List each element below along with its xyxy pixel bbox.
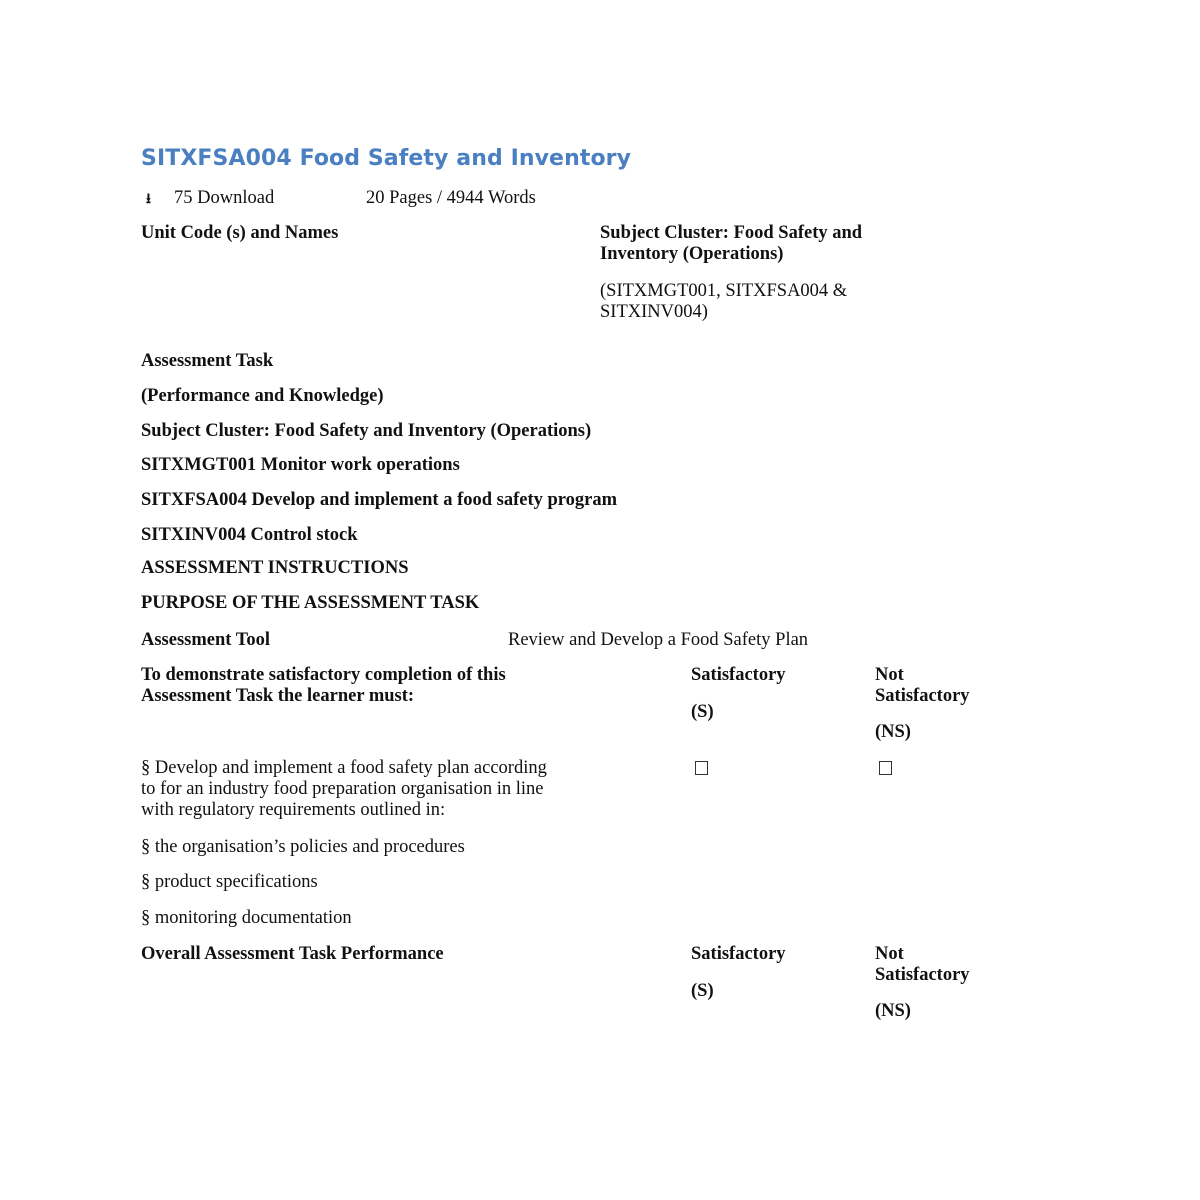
heading-performance-knowledge: (Performance and Knowledge) — [141, 386, 384, 406]
criterion-line1: § Develop and implement a food safety plan according — [141, 758, 547, 778]
heading-sitxinv004: SITXINV004 Control stock — [141, 525, 358, 545]
heading-subject-cluster: Subject Cluster: Food Safety and Inventory (Operations) — [141, 421, 592, 441]
criteria-header-line2: Assessment Task the learner must: — [141, 686, 415, 706]
download-icon: ⭳ — [146, 191, 151, 207]
unit-code-label: Unit Code (s) and Names — [141, 223, 339, 243]
assessment-tool-value: Review and Develop a Food Safety Plan — [508, 630, 809, 650]
codes-line1: (SITXMGT001, SITXFSA004 & — [600, 281, 848, 301]
download-count — [146, 188, 151, 212]
heading-sitxfsa004: SITXFSA004 Develop and implement a food safety program — [141, 490, 618, 510]
criteria-header-line1: To demonstrate satisfactory completion of this — [141, 665, 506, 685]
sub-item-product-specs: § product specifications — [141, 872, 318, 892]
criterion-line2: to for an industry food preparation organisation in line — [141, 779, 544, 799]
overall-not-line1: Not — [875, 944, 904, 964]
ns-abbr: (NS) — [875, 722, 911, 742]
sub-item-policies: § the organisation’s policies and procedures — [141, 837, 465, 857]
s-abbr: (S) — [691, 702, 714, 722]
overall-ns-abbr: (NS) — [875, 1001, 911, 1021]
not-satisfactory-line1: Not — [875, 665, 904, 685]
cluster-line1: Subject Cluster: Food Safety and — [600, 223, 863, 243]
heading-assessment-instructions: ASSESSMENT INSTRUCTIONS — [141, 558, 409, 578]
not-satisfactory-checkbox[interactable] — [879, 761, 892, 780]
overall-satisfactory: Satisfactory — [691, 944, 786, 964]
overall-label: Overall Assessment Task Performance — [141, 944, 444, 964]
not-satisfactory-line2: Satisfactory — [875, 686, 970, 706]
pages-words: 20 Pages / 4944 Words — [366, 188, 536, 208]
assessment-tool-label: Assessment Tool — [141, 630, 271, 650]
satisfactory-header: Satisfactory — [691, 665, 786, 685]
heading-purpose: PURPOSE OF THE ASSESSMENT TASK — [141, 593, 480, 613]
overall-not-line2: Satisfactory — [875, 965, 970, 985]
overall-s-abbr: (S) — [691, 981, 714, 1001]
cluster-line2: Inventory (Operations) — [600, 244, 784, 264]
sub-item-monitoring: § monitoring documentation — [141, 908, 352, 928]
codes-line2: SITXINV004) — [600, 302, 708, 322]
heading-sitxmgt001: SITXMGT001 Monitor work operations — [141, 455, 460, 475]
satisfactory-checkbox[interactable] — [695, 761, 708, 780]
document-title: SITXFSA004 Food Safety and Inventory — [141, 146, 632, 171]
criterion-line3: with regulatory requirements outlined in: — [141, 800, 446, 820]
heading-assessment-task: Assessment Task — [141, 351, 274, 371]
downloads-text: 75 Download — [174, 188, 275, 208]
